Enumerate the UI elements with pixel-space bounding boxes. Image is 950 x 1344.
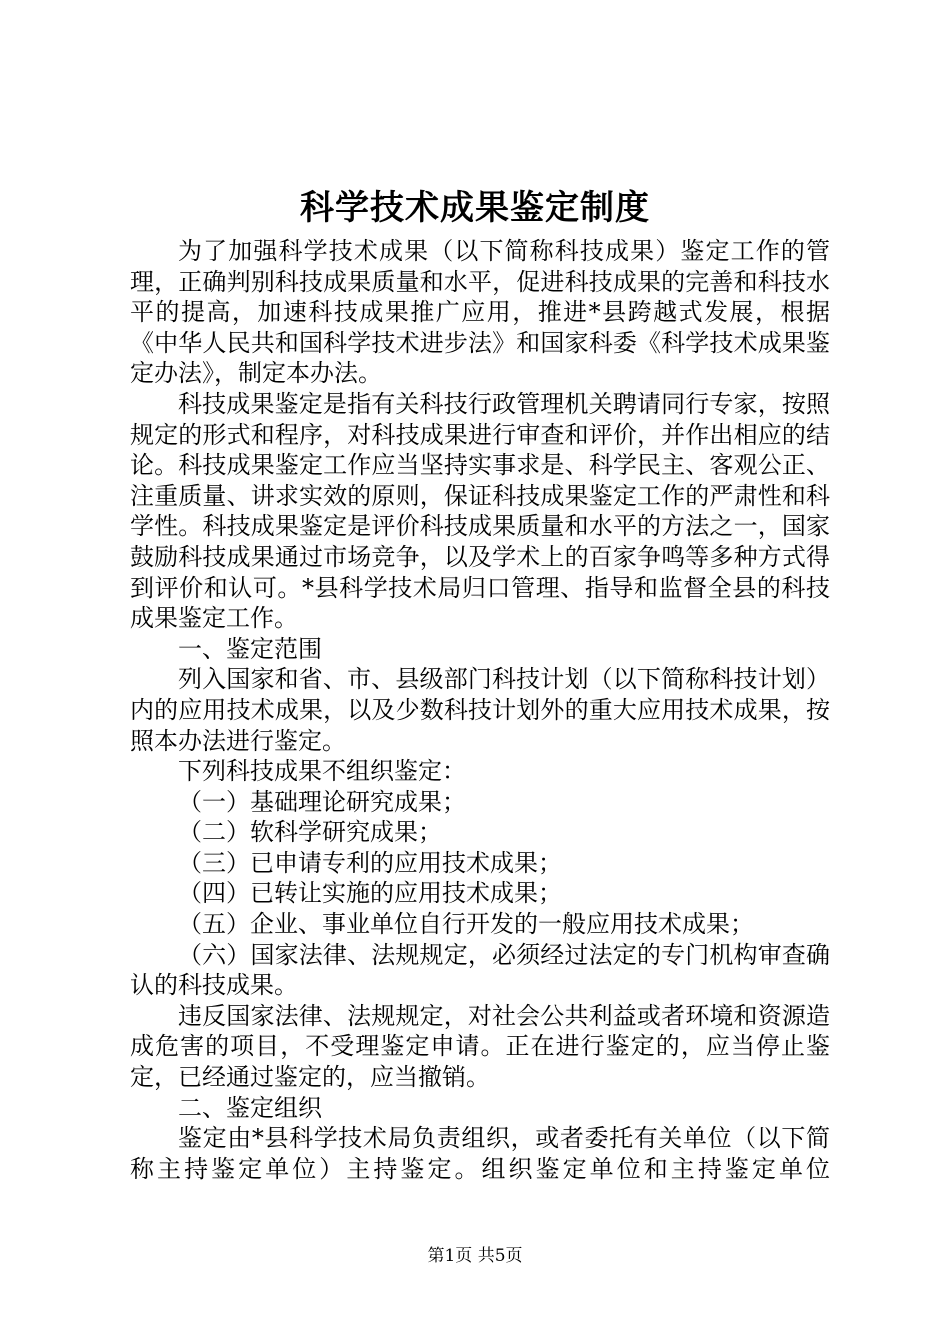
paragraph-scope: 列入国家和省、市、县级部门科技计划（以下简称科技计划）内的应用技术成果，以及少数科技计划外的重大应用技术成果，按照本办法进行鉴定。 [130, 665, 830, 755]
document-body [130, 236, 830, 1184]
list-item-exclusion-6: （六）国家法律、法规规定，必须经过法定的专门机构审查确认的科技成果。 [130, 940, 830, 1000]
document-title: 科学技术成果鉴定制度 [300, 188, 650, 228]
section-heading-organization: 二、鉴定组织 [178, 1093, 322, 1122]
list-item-exclusion-4: （四）已转让实施的应用技术成果； [178, 879, 562, 908]
paragraph-intro: 为了加强科学技术成果（以下简称科技成果）鉴定工作的管理，正确判别科技成果质量和水平，促进科技成果的完善和科技水平的提高，加速科技成果推广应用，推进*县跨越式发展，根据《中华人民共和国科学技术进步法》和国家科委《科学技术成果鉴定办法》，制定本办法。 [130, 237, 830, 388]
paragraph-organization: 鉴定由*县科学技术局负责组织，或者委托有关单位（以下简称主持鉴定单位）主持鉴定。组织鉴定单位和主持鉴定单位 [130, 1124, 830, 1183]
list-item-exclusion-5: （五）企业、事业单位自行开发的一般应用技术成果； [178, 910, 754, 939]
page-number: 第1页 共5页 [427, 1246, 523, 1266]
section-heading-scope: 一、鉴定范围 [178, 634, 322, 663]
paragraph-exclusions-intro: 下列科技成果不组织鉴定： [178, 757, 466, 786]
list-item-exclusion-3: （三）已申请专利的应用技术成果； [178, 848, 562, 877]
paragraph-violations: 违反国家法律、法规规定，对社会公共利益或者环境和资源造成危害的项目，不受理鉴定申请。正在进行鉴定的，应当停止鉴定，已经通过鉴定的，应当撤销。 [130, 1001, 830, 1092]
paragraph-definition: 科技成果鉴定是指有关科技行政管理机关聘请同行专家，按照规定的形式和程序，对科技成果进行审查和评价，并作出相应的结论。科技成果鉴定工作应当坚持实事求是、科学民主、客观公正、注重质量、讲求实效的原则，保证科技成果鉴定工作的严肃性和科学性。科技成果鉴定是评价科技成果质量和水平的方法之一，国家鼓励科技成果通过市场竞争，以及学术上的百家争鸣等多种方式得到评价和认可。*县科学技术局归口管理、指导和监督全县的科技成果鉴定工作。 [130, 389, 830, 633]
list-item-exclusion-2: （二）软科学研究成果； [178, 818, 442, 847]
list-item-exclusion-1: （一）基础理论研究成果； [178, 787, 466, 816]
